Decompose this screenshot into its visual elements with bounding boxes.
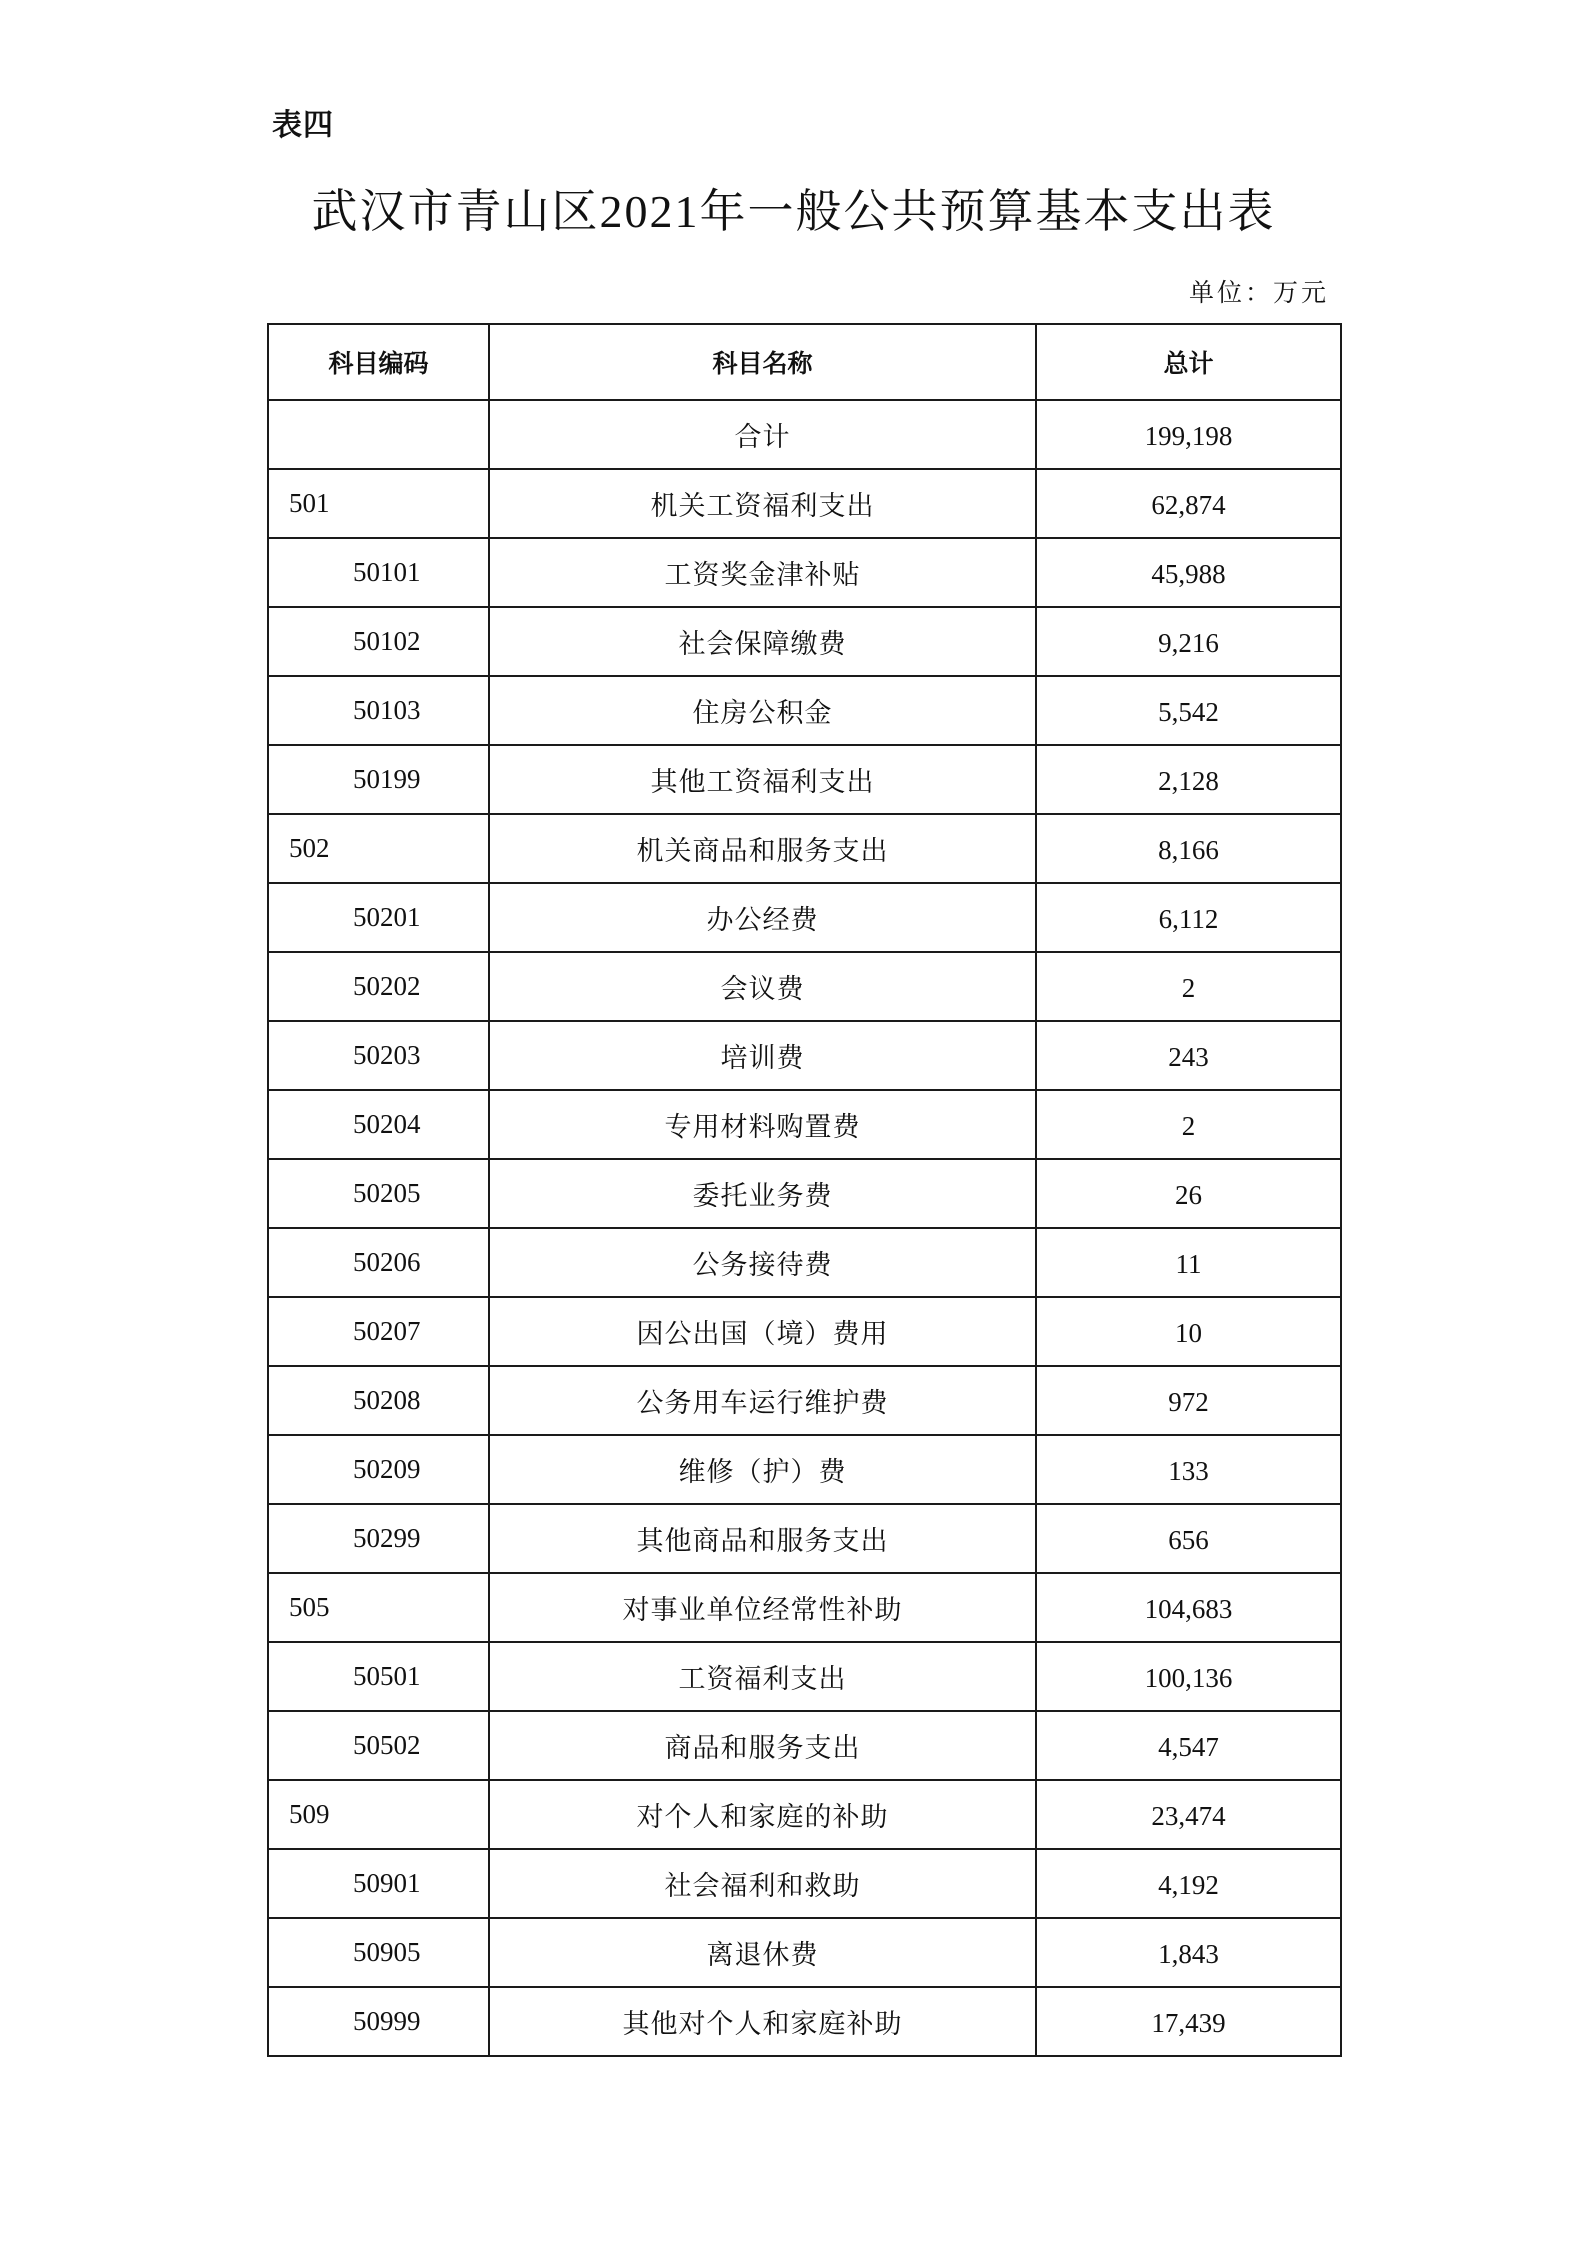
subject-code-cell: 50102 [268,607,489,676]
subject-name-cell: 培训费 [489,1021,1036,1090]
table-row [268,676,1341,745]
subject-name-cell: 因公出国（境）费用 [489,1297,1036,1366]
subject-code-cell: 50204 [268,1090,489,1159]
total-amount-cell: 243 [1036,1021,1341,1090]
subject-code-cell: 50206 [268,1228,489,1297]
total-amount-cell: 10 [1036,1297,1341,1366]
subject-name-cell: 社会福利和救助 [489,1849,1036,1918]
subject-code-cell: 50209 [268,1435,489,1504]
header-subject-name: 科目名称 [489,324,1036,400]
total-amount-cell: 2 [1036,1090,1341,1159]
subject-code-cell: 50103 [268,676,489,745]
table-row [268,538,1341,607]
subject-code-cell: 50203 [268,1021,489,1090]
subject-name-cell: 专用材料购置费 [489,1090,1036,1159]
header-row [268,324,1341,400]
subject-name-cell: 维修（护）费 [489,1435,1036,1504]
table-row [268,1711,1341,1780]
total-amount-cell: 656 [1036,1504,1341,1573]
total-amount-cell: 133 [1036,1435,1341,1504]
subject-code-cell: 50299 [268,1504,489,1573]
total-amount-cell: 23,474 [1036,1780,1341,1849]
total-amount-cell: 5,542 [1036,676,1341,745]
total-amount-cell: 17,439 [1036,1987,1341,2056]
table-row [268,745,1341,814]
subject-name-cell: 工资福利支出 [489,1642,1036,1711]
total-amount-cell: 100,136 [1036,1642,1341,1711]
total-amount-cell: 62,874 [1036,469,1341,538]
table-row [268,952,1341,1021]
table-row [268,1228,1341,1297]
subject-name-cell: 其他对个人和家庭补助 [489,1987,1036,2056]
total-amount-cell: 45,988 [1036,538,1341,607]
total-amount-cell: 4,192 [1036,1849,1341,1918]
subject-code-cell: 501 [268,469,489,538]
subject-name-cell: 公务接待费 [489,1228,1036,1297]
table-row [268,1366,1341,1435]
subject-code-cell: 50201 [268,883,489,952]
budget-expenditure-table [267,323,1342,2057]
subject-name-cell: 合计 [489,400,1036,469]
total-amount-cell: 4,547 [1036,1711,1341,1780]
total-amount-cell: 972 [1036,1366,1341,1435]
table-row [268,469,1341,538]
subject-name-cell: 住房公积金 [489,676,1036,745]
unit-note: 单位：万元 [1188,280,1329,307]
subject-name-cell: 社会保障缴费 [489,607,1036,676]
total-amount-cell: 2,128 [1036,745,1341,814]
subject-name-cell: 委托业务费 [489,1159,1036,1228]
subject-name-cell: 公务用车运行维护费 [489,1366,1036,1435]
subject-name-cell: 工资奖金津补贴 [489,538,1036,607]
total-amount-cell: 8,166 [1036,814,1341,883]
total-amount-cell: 6,112 [1036,883,1341,952]
table-number-label: 表四 [272,108,334,143]
subject-name-cell: 机关工资福利支出 [489,469,1036,538]
table-row [268,1090,1341,1159]
subject-code-cell: 50502 [268,1711,489,1780]
subject-code-cell: 509 [268,1780,489,1849]
table-row [268,883,1341,952]
table-row [268,1435,1341,1504]
table-row [268,1780,1341,1849]
subject-code-cell: 50901 [268,1849,489,1918]
table-row [268,814,1341,883]
total-amount-cell: 11 [1036,1228,1341,1297]
subject-code-cell: 50202 [268,952,489,1021]
subject-code-cell [268,400,489,469]
table-row [268,400,1341,469]
subject-name-cell: 机关商品和服务支出 [489,814,1036,883]
table-row [268,1159,1341,1228]
header-total: 总计 [1036,324,1341,400]
subject-name-cell: 离退休费 [489,1918,1036,1987]
table-row [268,1642,1341,1711]
table-row [268,1297,1341,1366]
subject-name-cell: 对事业单位经常性补助 [489,1573,1036,1642]
subject-code-cell: 50905 [268,1918,489,1987]
page-title: 武汉市青山区2021年一般公共预算基本支出表 [311,186,1276,237]
subject-code-cell: 50199 [268,745,489,814]
subject-name-cell: 其他工资福利支出 [489,745,1036,814]
subject-code-cell: 50501 [268,1642,489,1711]
subject-code-cell: 50208 [268,1366,489,1435]
total-amount-cell: 9,216 [1036,607,1341,676]
subject-code-cell: 50207 [268,1297,489,1366]
subject-name-cell: 其他商品和服务支出 [489,1504,1036,1573]
subject-name-cell: 商品和服务支出 [489,1711,1036,1780]
subject-code-cell: 50205 [268,1159,489,1228]
subject-code-cell: 502 [268,814,489,883]
header-subject-code: 科目编码 [268,324,489,400]
table-row [268,1918,1341,1987]
subject-code-cell: 50101 [268,538,489,607]
table-header [268,324,1341,400]
table-body [268,400,1341,2056]
table-row [268,1573,1341,1642]
total-amount-cell: 104,683 [1036,1573,1341,1642]
subject-code-cell: 50999 [268,1987,489,2056]
table-row [268,1849,1341,1918]
total-amount-cell: 2 [1036,952,1341,1021]
table-row [268,1021,1341,1090]
subject-name-cell: 对个人和家庭的补助 [489,1780,1036,1849]
total-amount-cell: 26 [1036,1159,1341,1228]
table-row [268,607,1341,676]
total-amount-cell: 199,198 [1036,400,1341,469]
total-amount-cell: 1,843 [1036,1918,1341,1987]
table-row [268,1987,1341,2056]
subject-code-cell: 505 [268,1573,489,1642]
table-row [268,1504,1341,1573]
subject-name-cell: 会议费 [489,952,1036,1021]
subject-name-cell: 办公经费 [489,883,1036,952]
